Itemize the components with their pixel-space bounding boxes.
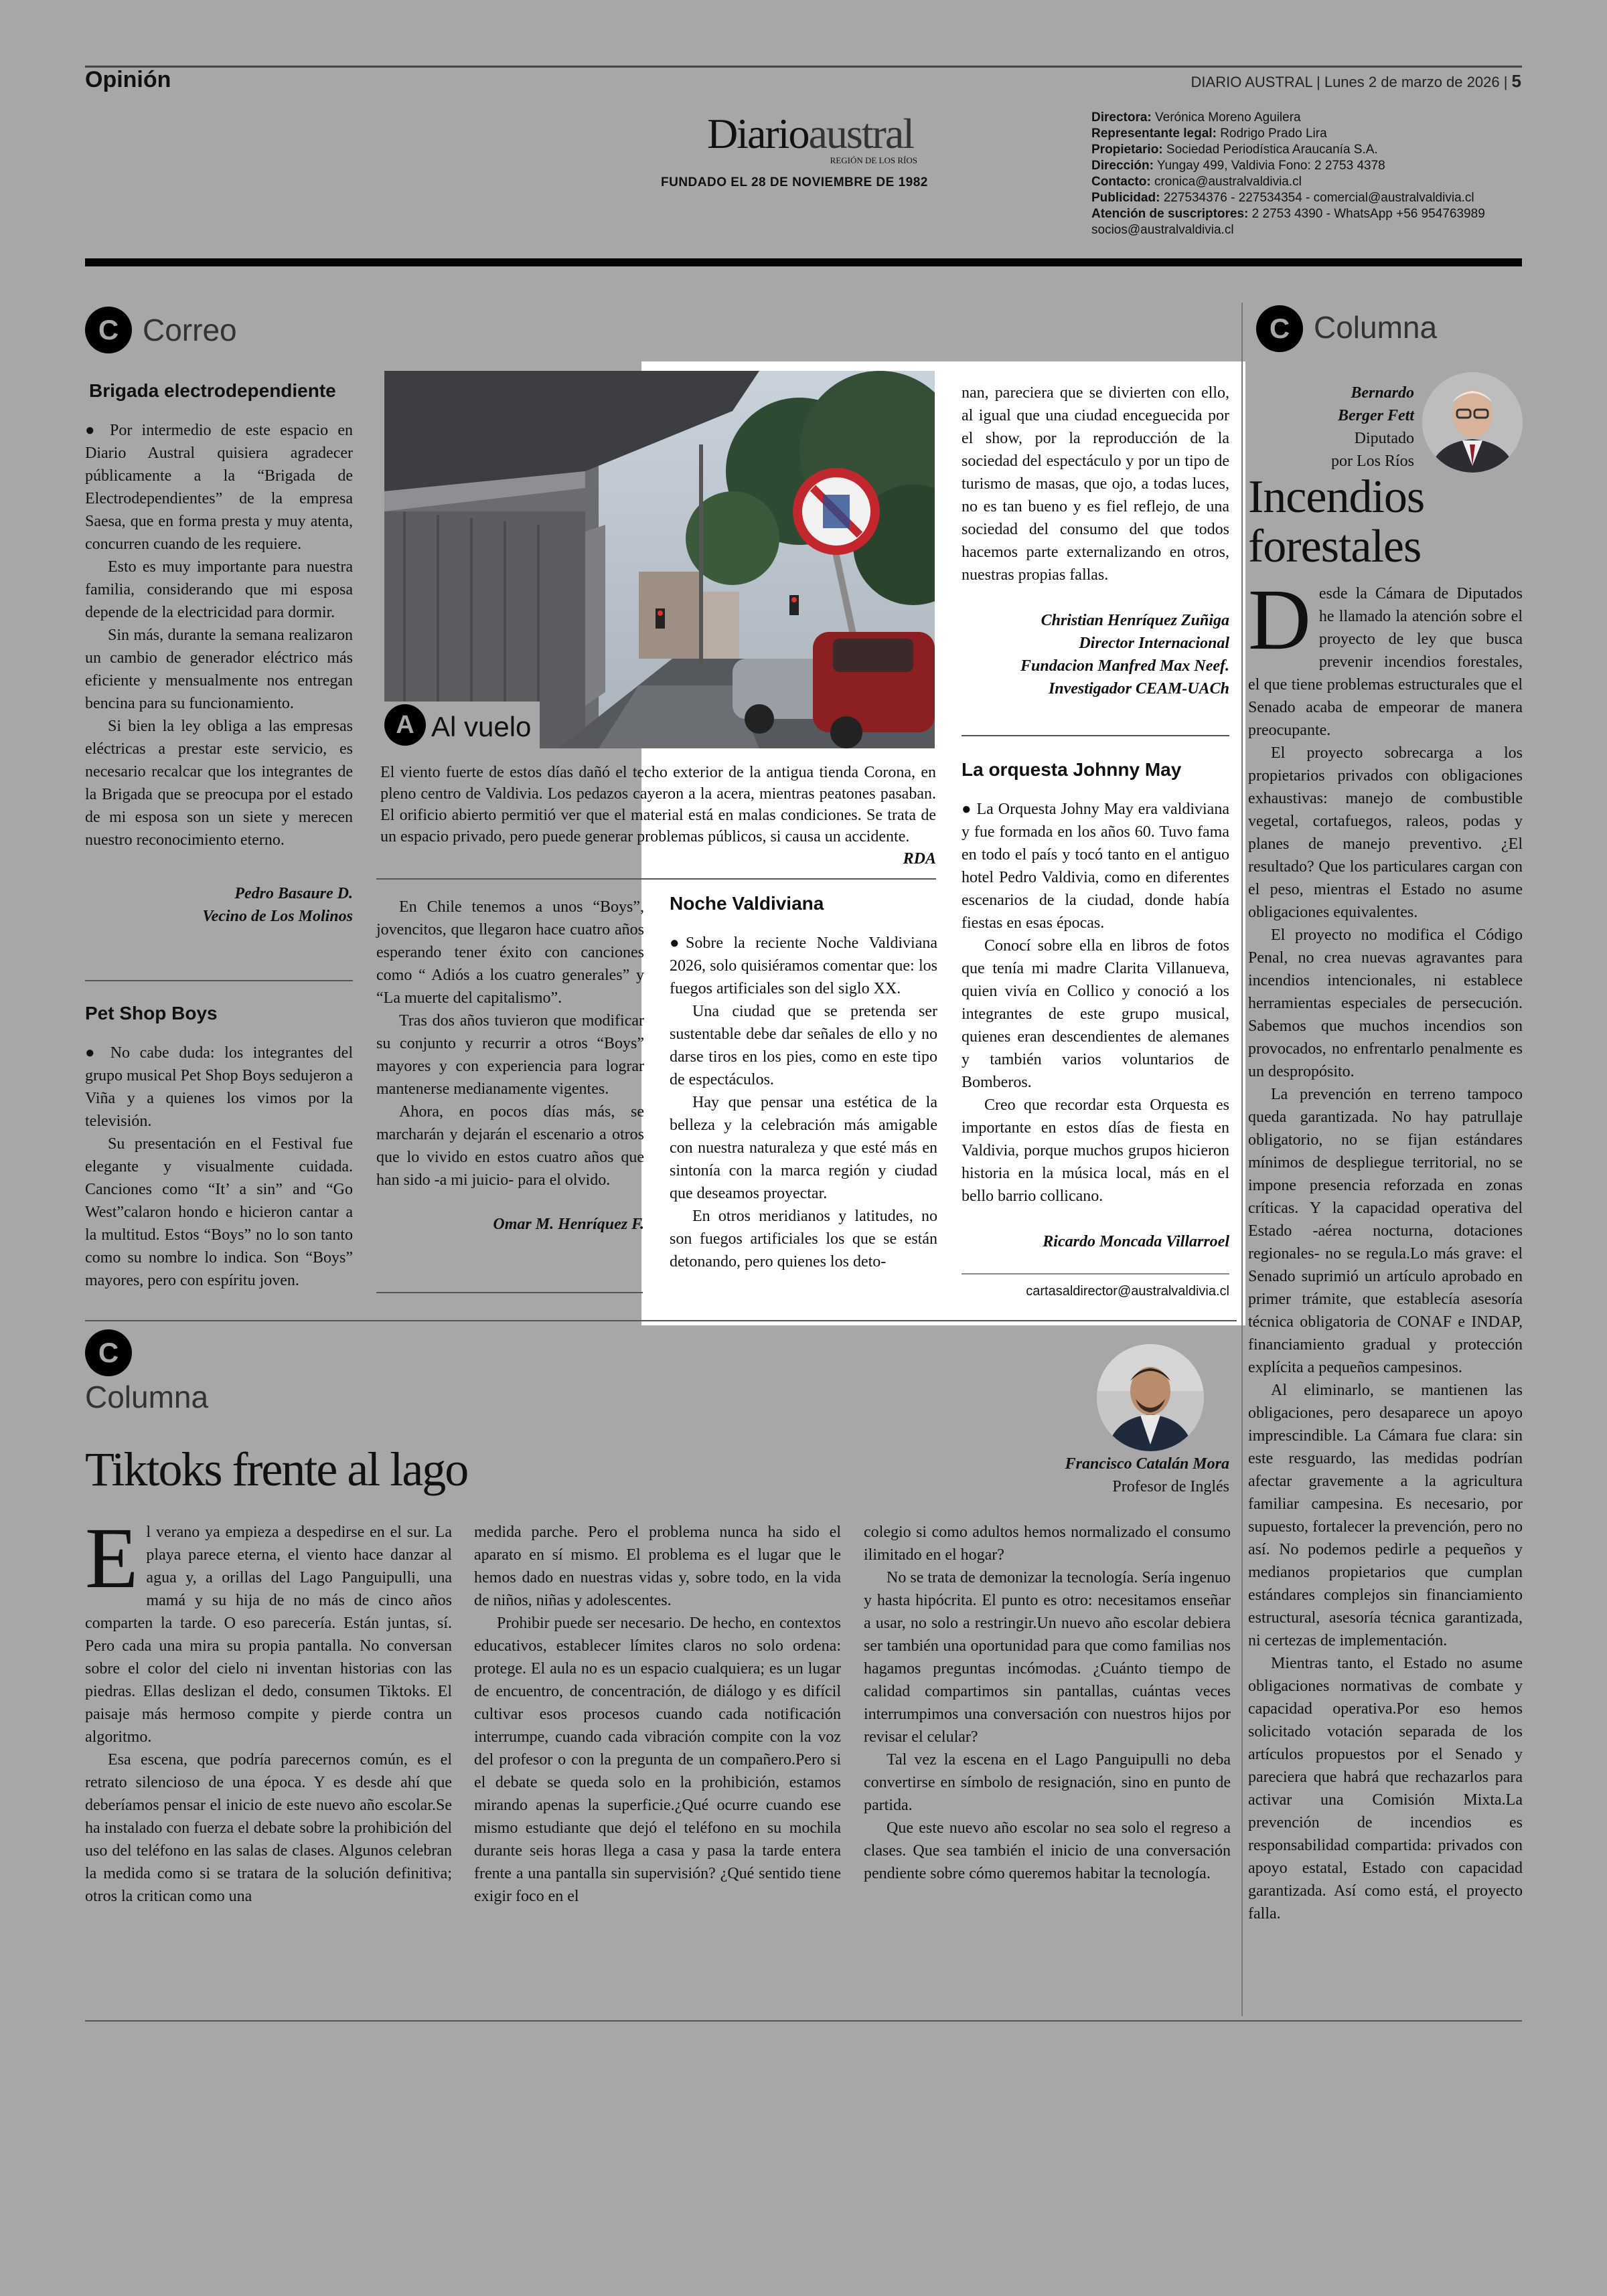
author-byline xyxy=(924,1453,1229,1498)
letter-petshop-cont xyxy=(376,896,644,1236)
author-photo xyxy=(1422,372,1523,473)
correo-badge: C xyxy=(85,307,132,353)
correo-section-title: Correo xyxy=(143,313,237,347)
logo-austral: austral xyxy=(808,110,914,157)
logo-diario: Diario xyxy=(706,110,809,157)
author-role: Diputado xyxy=(1354,430,1414,447)
letter-signature: Christian Henríquez Zuñiga xyxy=(1041,612,1229,629)
columna-section-title: Columna xyxy=(1314,310,1438,345)
letter-title: La orquesta Johnny May xyxy=(962,759,1182,780)
letter-body: ● La Orquesta Johny May era valdiviana y fue formada en los años 60. Tuvo fama en todo el país y tocó tanto en el antiguo hotel Pedro Valdivia, como en diferentes escenarios de la ciudad, donde había fiestas en esas épocas. Conocí sobre ella en libros de fotos que tenía mi madre Clarita Villanueva, quien vivía en Collico y conoció a los integrantes de este grupo musical, quienes eran descendientes de alemanes y también varios voluntarios de Bomberos. Creo que recordar esta Orquesta es importante en estos días de fiesta en Valdivia, porque muchos grupos hicieron historia en la música local, más en el bello barrio collicano. xyxy=(962,801,1229,1205)
bullet-icon: ● xyxy=(670,934,686,952)
section-divider xyxy=(85,1320,1237,1321)
column-body-col1: El verano ya empieza a despedirse en el sur. La playa parece eterna, el viento hace danzar al agua y, a orillas del Lago Panguipulli, una mamá y su hija de no más de cinco años comparten la tarde. O eso parecería. Están juntas, sí. Pero cada una mira su propia pantalla. No conversan sobre el color del cielo ni inventan historias con las piedras. Ellas deslizan el dedo, consumen Tiktoks. El paisaje más hermoso compite y pierde contra un algoritmo. Esa escena, que podría parecernos común, es el retrato silencioso de una época. Y es desde ahí que deberíamos pensar el inicio de este nuevo año escolar.Se ha instalado con fuerza el debate sobre la prohibición del uso del teléfono en las salas de clases. Algunos celebran la medida como si se tratara de la solución definitiva; otros la critican como una xyxy=(85,1510,452,1905)
portrait-image xyxy=(1422,372,1523,473)
page-bottom-rule xyxy=(85,2020,1522,2022)
author-name: Bernardo xyxy=(1351,384,1414,402)
al-vuelo-label: Al vuelo xyxy=(431,711,532,742)
folio-separator: | xyxy=(1503,74,1512,90)
staff-line: Representante legal: Rodrigo Prado Lira xyxy=(1091,127,1327,141)
paper-name: DIARIO AUSTRAL xyxy=(1191,74,1312,90)
staff-line: Atención de suscriptores: 2 2753 4390 - WhatsApp +56 954763989 xyxy=(1091,207,1485,221)
masthead-thick-rule xyxy=(85,258,1522,266)
column-headline: Incendios forestales xyxy=(1248,471,1425,572)
portrait-image xyxy=(1097,1344,1204,1451)
letter-brigada xyxy=(85,380,353,928)
author-role: por Los Ríos xyxy=(1330,453,1414,470)
issue-date: Lunes 2 de marzo de 2026 xyxy=(1324,74,1500,90)
folio xyxy=(1191,71,1521,92)
letter-signature: Ricardo Moncada Villarroel xyxy=(1043,1233,1229,1250)
letter-signature-role: Director Internacional xyxy=(1079,635,1229,652)
street-scene-image xyxy=(384,371,935,748)
letter-signature: Omar M. Henríquez F. xyxy=(493,1216,644,1233)
page-number: 5 xyxy=(1511,71,1521,91)
column-separator xyxy=(1241,303,1243,2016)
bullet-icon: ● xyxy=(85,422,110,439)
letter-body: ●Sobre la reciente Noche Valdiviana 2026, solo quisiéramos comentar que: los fuegos artificiales son del siglo XX. Una ciudad que se pretenda ser sustentable debe dar señales de ello y no darse tiros en los pies, como en este tipo de espectáculos. Hay que pensar una estética de la belleza y la celebración más amigable con nuestra naturaleza y que esté más en sintonía con la marca región y ciudad que deseamos proyectar. En otros meridianos y latitudes, no son fuegos artificiales los que se están detonando, pero quienes los deto- xyxy=(670,934,937,1270)
author-byline xyxy=(1259,382,1414,473)
columna-badge: C xyxy=(1256,305,1303,352)
author-name: Francisco Catalán Mora xyxy=(1065,1455,1229,1473)
letter-signature-role: Investigador CEAM-UACh xyxy=(1048,680,1229,698)
letters-email[interactable]: cartasaldirector@australvaldivia.cl xyxy=(1026,1284,1229,1299)
founded-line: FUNDADO EL 28 DE NOVIEMBRE DE 1982 xyxy=(661,175,928,189)
author-name: Berger Fett xyxy=(1338,407,1414,424)
letter-title: Noche Valdiviana xyxy=(670,893,824,914)
staff-line: Dirección: Yungay 499, Valdivia Fono: 2 2753 4378 xyxy=(1091,159,1385,173)
letter-signature: Pedro Basaure D. xyxy=(234,885,353,902)
letter-orquesta xyxy=(962,759,1229,1299)
letter-petshop xyxy=(85,1003,353,1292)
column-bottom-rule xyxy=(376,1292,643,1293)
column-body-col2: medida parche. Pero el problema nunca ha sido el aparato en sí mismo. El problema es el lugar que le hemos dado en nuestras vidas y, sobre todo, en la vida de niños, niñas y adolescentes. Prohibir puede ser necesario. De hecho, en contextos educativos, establecer límites claros no solo ordena: protege. El aula no es un espacio cualquiera; es un lugar de encuentro, de concentración, de diálogo y es difícil cultivar esos procesos cuando cada notificación interrumpe, cuando cada vibración compite con la voz del profesor o con la pregunta de un compañero.Pero si el debate se queda solo en la prohibición, estamos mirando apenas la superficie.¿Qué ocurre cuando ese mismo estudiante que dejó el teléfono en su mochila durante seis horas llega a casa y pasa la tarde entera frente a una pantalla sin supervisión? ¿Qué sentido tiene exigir foco en el xyxy=(474,1524,841,1905)
al-vuelo-caption: El viento fuerte de estos días dañó el techo exterior de la antigua tienda Corona, en pleno centro de Valdivia. Los pedazos cayeron a la acera, mientras peatones pasaban. El orificio abierto permitió ver que el material está en malas condiciones. Se trata de un espacio privado, pero puede generar problemas públicos, si causa un accidente. RDA xyxy=(380,762,936,870)
author-role: Profesor de Inglés xyxy=(1112,1478,1229,1495)
logo-region: REGIÓN DE LOS RÍOS xyxy=(830,155,917,165)
email-divider xyxy=(962,1273,1229,1275)
staff-line: Contacto: cronica@australvaldivia.cl xyxy=(1091,175,1302,189)
staff-line: Publicidad: 227534376 - 227534354 - comercial@australvaldivia.cl xyxy=(1091,191,1474,205)
letter-signature-role: Fundacion Manfred Max Neef. xyxy=(1020,657,1229,675)
staff-line: Directora: Verónica Moreno Aguilera xyxy=(1091,110,1301,125)
columna-badge: C xyxy=(85,1329,132,1376)
section-label: Opinión xyxy=(85,67,171,92)
bullet-icon: ● xyxy=(85,1044,110,1062)
header-top-rule xyxy=(85,66,1522,68)
letter-body: En Chile tenemos a unos “Boys”, jovencitos, que llegaron hace cuatro años esperando tener éxito con canciones como “ Adiós a los cuatro generales” y “La muerte del capitalismo”. Tras dos años tuvieron que modificar su conjunto y recurrir a otros “Boys” mayores y con experiencia para lograr mantenerse medianamente vigentes. Ahora, en pocos días más, se marcharán y dejarán el escenario a otros que lo vivido en estos cuatro años que han sido -a mi juicio- para el olvido. xyxy=(376,898,644,1189)
photo-credit: RDA xyxy=(903,850,936,868)
dropcap: E xyxy=(85,1510,139,1607)
column-body-col3: colegio si como adultos hemos normalizado el consumo ilimitado en el hogar? No se trata de demonizar la tecnología. Sería ingenuo y hasta hipócrita. El punto es otro: necesitamos enseñar a usar, no solo a restringir.Un nuevo año escolar debiera ser también una oportunidad para que como familias nos hagamos preguntas incómodas. ¿Cuánto tiempo de calidad compartimos sin pantallas, cuántas veces interrumpimos una conversación con nuestros hijos por revisar el celular? Tal vez la escena en el Lago Panguipulli no deba convertirse en símbolo de resignación, sino en punto de partida. Que este nuevo año escolar no sea solo el regreso a clases. Que sea también el inicio de una conversación pendiente sobre cómo queremos habitar la tecnología. xyxy=(864,1524,1231,1882)
letter-noche xyxy=(670,893,937,1273)
column-headline: Tiktoks frente al lago xyxy=(85,1443,468,1496)
staff-line: socios@australvaldivia.cl xyxy=(1091,223,1234,237)
letter-body: ● Por intermedio de este espacio en Diario Austral quisiera agradecer públicamente a la “Brigada de Electrodependientes” de la empresa Saesa, que en forma presta y muy atenta, concurren cuando de les requiere. Esto es muy importante para nuestra familia, considerando que mi esposa depende de la electricidad para dormir. Sin más, durante la semana realizaron un cambio de generador eléctrico más eficiente y mensualmente nos entregan bencina para su funcionamiento. Si bien la ley obliga a las empresas eléctricas a prestar este servicio, es necesario recalcar que los integrantes de la Brigada que se preocupa por el estado de mi esposa son un siete y merecen nuestro reconocimiento eterno. xyxy=(85,422,354,849)
masthead-logo xyxy=(670,112,951,166)
letter-divider xyxy=(962,735,1229,736)
letter-title: Brigada electrodependiente xyxy=(89,380,336,401)
letter-body: nan, pareciera que se divierten con ello, al igual que una ciudad enceguecida por el show, por la reproducción de la sociedad del espectáculo y por un tipo de turismo de masas, que ojo, a todas luces, no es tan bueno y es fiel reflejo, de una sociedad del consumo del que todos hacemos parte externalizando en otros, nuestras propias fallas. xyxy=(962,384,1229,584)
letter-signature-role: Vecino de Los Molinos xyxy=(202,908,353,925)
columna-section-title: Columna xyxy=(85,1380,209,1414)
letter-body: ● No cabe duda: los integrantes del grupo musical Pet Shop Boys sedujeron a Viña y a quienes los vimos por la televisión. Su presentación en el Festival fue elegante y visualmente cuidada. Canciones como “It’ a sin” and “Go West”calaron hondo e hicieron cantar a la multitud. Estos “Boys” no lo son tanto como su nombre lo indica. Son “Boys” mayores, pero con espíritu joven. xyxy=(85,1044,353,1289)
bullet-icon: ● xyxy=(962,801,977,818)
staff-line: Propietario: Sociedad Periodística Araucanía S.A. xyxy=(1091,143,1378,157)
caption-divider xyxy=(376,878,936,880)
al-vuelo-badge-circle: A xyxy=(384,704,426,746)
folio-separator: | xyxy=(1316,74,1324,90)
letter-noche-cont xyxy=(962,382,1229,700)
letter-divider xyxy=(85,980,353,981)
column-body: Desde la Cámara de Diputados he llamado la atención sobre el proyecto de ley que busca prevenir incendios forestales, el que tiene problemas estructurales que el Senado acaba de empeorar de manera preocupante. El proyecto sobrecarga a los propietarios privados con obligaciones exhaustivas: manejo de combustible vegetal, cortafuegos, raleos, podas y planes de manejo preventivo. ¿El resultado? Que los particulares cargan con el peso, mientras el Estado no asume obligaciones equivalentes. El proyecto no modifica el Código Penal, no crea nuevas agravantes para incendios intencionales, ni establece herramientas especiales de persecución. Sabemos que muchos incendios son provocados, no enfrentarlo penalmente es un despropósito. La prevención en terreno tampoco queda garantizada. No hay patrullaje obligatorio, no se fijan estándares mínimos de despliegue territorial, no se impone presencia reforzada en zonas críticas. Y la capacidad operativa del Estado -aérea nocturna, dotaciones regionales- no se regula.Lo más grave: el Senado suprimió un artículo aprobado en primer trámite, que establecía asesoría técnica obligatoria de CONAF e INDAP, financiamiento gradual y protección explícita a pequeños campesinos. Al eliminarlo, se mantienen las obligaciones, pero desaparece un apoyo imprescindible. La Cámara fue clara: sin este resguardo, las medidas podrían afectar gravemente a la agricultura familiar campesina. Es necesario, por supuesto, fortalecer la prevención, pero no así. No podemos pedirle a pequeños y medianos propietarios que cumplan estándares complejos sin financiamiento estructural, asesoría técnica garantizada, ni certezas de implementación. Mientras tanto, el Estado no asume obligaciones normativas de combate y capacidad operativa.Por eso hemos solicitado votación separada de los artículos propuestos por el Senado y pareciera que habrá que rechazarlos para activar una Comisión Mixta.La prevención de incendios es responsabilidad compartida: privados con apoyo estatal, Estado con capacidad garantizada. Así como está, el proyecto falla. xyxy=(1248,572,1523,1922)
dropcap: D xyxy=(1248,572,1311,668)
staff-box xyxy=(1091,110,1520,238)
al-vuelo-photo xyxy=(384,371,935,748)
author-photo xyxy=(1097,1344,1204,1451)
letter-title: Pet Shop Boys xyxy=(85,1003,218,1023)
